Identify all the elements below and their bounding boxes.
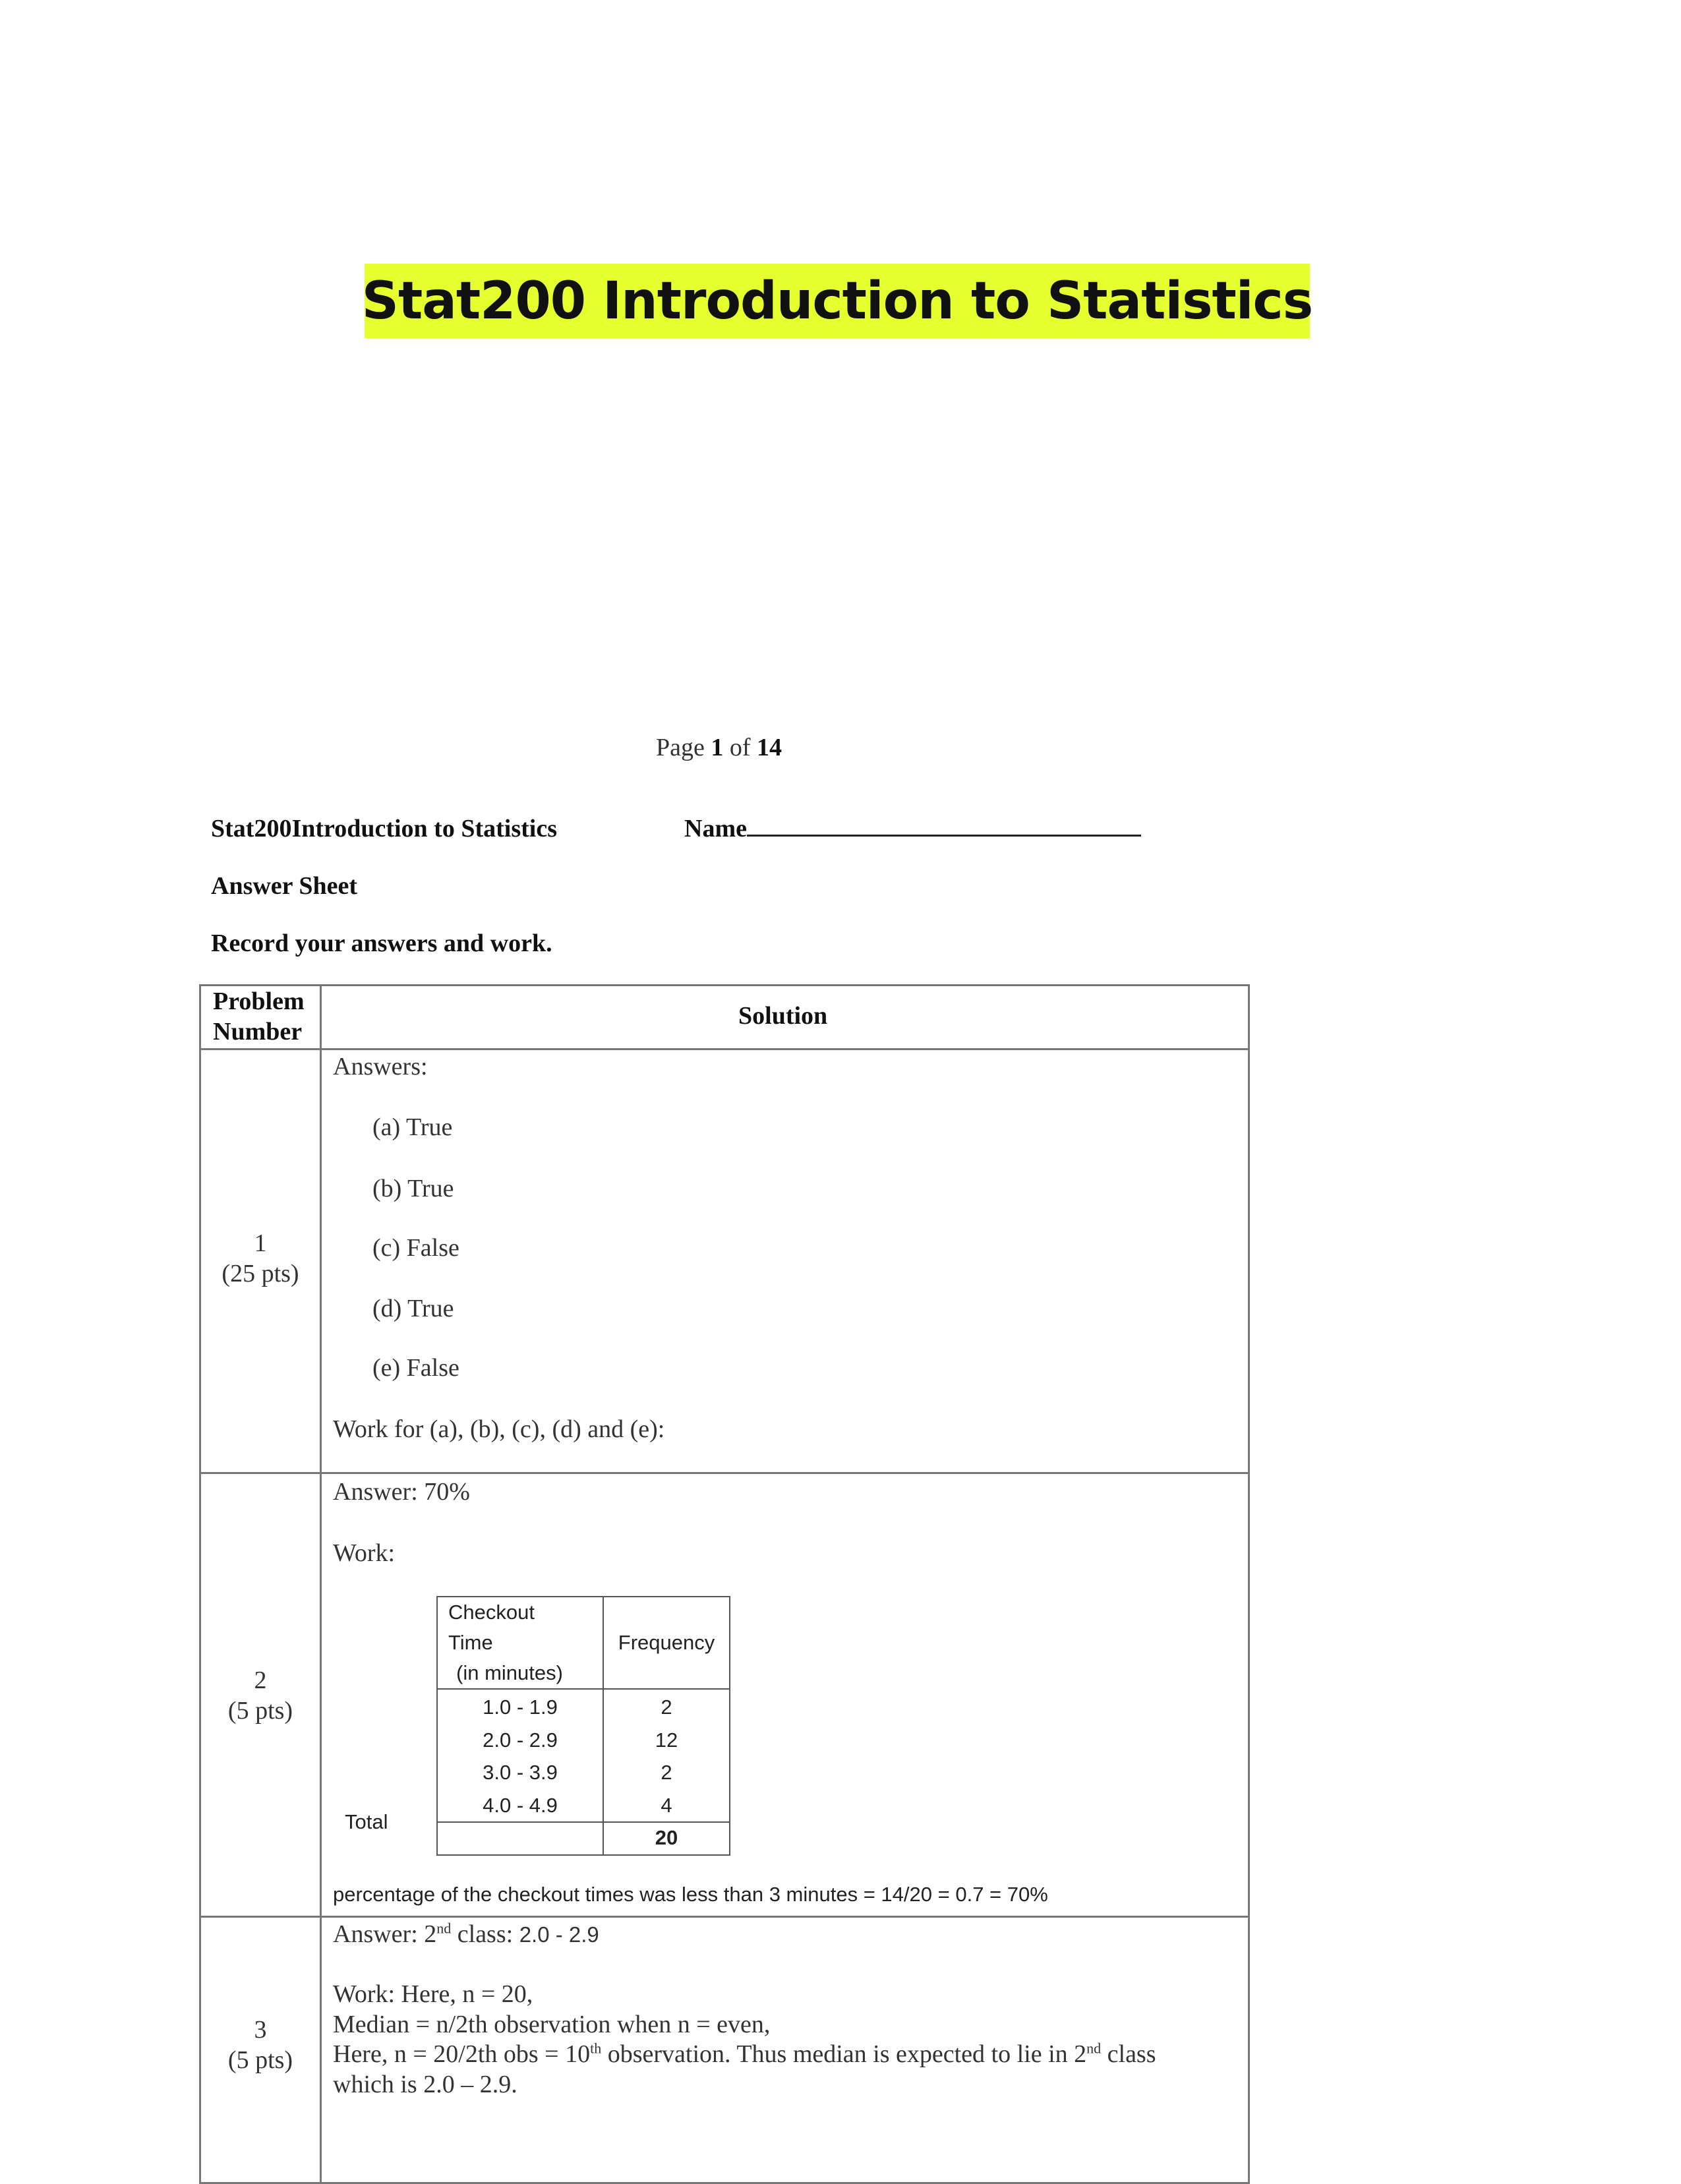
banner-title: Stat200 Introduction to Statistics xyxy=(361,271,1313,331)
problem-3-answer-class: 2.0 - 2.9 xyxy=(519,1922,599,1947)
column-header-solution: Solution xyxy=(738,1002,828,1030)
freq-header-time xyxy=(437,1597,603,1689)
freq-class-1: 1.0 - 1.9 xyxy=(483,1696,558,1719)
problem-2-points: (5 pts) xyxy=(227,1697,293,1725)
problem-1-label xyxy=(201,1228,320,1289)
page-of: of xyxy=(729,734,751,761)
freq-header-frequency: Frequency xyxy=(603,1597,730,1689)
problem-3-points: (5 pts) xyxy=(227,2046,293,2074)
problem-2-work-label: Work: xyxy=(333,1539,396,1567)
instruction: Record your answers and work. xyxy=(211,930,552,957)
problem-1-answer-a: (a) True xyxy=(372,1113,453,1141)
freq-total-value: 20 xyxy=(603,1822,730,1855)
problem-3-work-line3-sup2: nd xyxy=(1086,2040,1102,2057)
problem-3-work-line3-a: Here, n = 20/2th obs = 10 xyxy=(333,2040,591,2068)
freq-value-4: 4 xyxy=(661,1793,672,1817)
course-title: Stat200Introduction to Statistics xyxy=(211,815,557,842)
name-blank-line xyxy=(747,815,1141,837)
problem-1-work: Work for (a), (b), (c), (d) and (e): xyxy=(333,1415,665,1443)
freq-value-3: 2 xyxy=(661,1761,672,1784)
freq-header-time-line1: Checkout xyxy=(448,1601,535,1624)
problem-3-work-line2: Median = n/2th observation when n = even, xyxy=(333,2010,771,2038)
problem-3-work-line3-sup1: th xyxy=(590,2040,602,2057)
freq-class-3: 3.0 - 3.9 xyxy=(483,1761,558,1784)
problem-1-answers-label: Answers: xyxy=(333,1053,428,1080)
problem-3-work xyxy=(333,1980,1156,2100)
freq-total-label: Total xyxy=(345,1810,388,1833)
title-banner xyxy=(361,264,1313,338)
header-problem-line1: Problem xyxy=(213,988,305,1015)
freq-class-4: 4.0 - 4.9 xyxy=(483,1793,558,1817)
answer-table xyxy=(199,984,1250,2184)
problem-3-answer xyxy=(333,1920,599,1949)
problem-3-number: 3 xyxy=(254,2016,267,2044)
column-header-problem xyxy=(213,986,305,1047)
problem-1-answer-b: (b) True xyxy=(372,1175,454,1202)
freq-total-blank xyxy=(437,1822,603,1855)
sheet-title: Answer Sheet xyxy=(211,872,358,900)
freq-value-cell xyxy=(603,1689,730,1822)
column-divider xyxy=(320,986,322,2182)
problem-3-work-line3-b: observation. Thus median is expected to lie in 2 xyxy=(601,2040,1087,2068)
page-prefix: Page xyxy=(656,734,705,761)
problem-3-work-line4: which is 2.0 – 2.9. xyxy=(333,2070,517,2098)
freq-header-time-line2: Time xyxy=(448,1631,493,1654)
problem-2-conclusion: percentage of the checkout times was less than 3 minutes = 14/20 = 0.7 = 70% xyxy=(333,1883,1048,1906)
problem-1-answer-e: (e) False xyxy=(372,1354,459,1382)
freq-value-2: 12 xyxy=(655,1728,678,1752)
freq-header-time-line3: (in minutes) xyxy=(456,1661,563,1684)
problem-1-answer-c: (c) False xyxy=(372,1234,459,1262)
frequency-table xyxy=(436,1596,730,1856)
problem-3-answer-mid: class: xyxy=(451,1920,519,1948)
problem-2-number: 2 xyxy=(254,1667,267,1694)
page-indicator xyxy=(656,733,782,762)
problem-3-work-line3-c: class xyxy=(1101,2040,1156,2068)
row-divider-2 xyxy=(201,1916,1248,1918)
freq-class-2: 2.0 - 2.9 xyxy=(483,1728,558,1752)
problem-3-work-line1: Work: Here, n = 20, xyxy=(333,1980,533,2008)
row-divider-1 xyxy=(201,1472,1248,1474)
problem-1-points: (25 pts) xyxy=(221,1260,299,1287)
problem-2-label xyxy=(201,1665,320,1726)
freq-value-1: 2 xyxy=(661,1696,672,1719)
problem-3-work-line3 xyxy=(333,2040,1156,2070)
page-total: 14 xyxy=(757,734,782,761)
name-field xyxy=(684,814,1141,843)
problem-2-answer: Answer: 70% xyxy=(333,1478,470,1506)
problem-1-answer-d: (d) True xyxy=(372,1295,454,1322)
problem-1-number: 1 xyxy=(254,1229,267,1257)
page-current: 1 xyxy=(711,734,724,761)
problem-3-answer-pre: Answer: 2 xyxy=(333,1920,437,1948)
header-problem-line2: Number xyxy=(213,1018,303,1046)
problem-3-answer-sup: nd xyxy=(436,1920,452,1937)
name-label: Name xyxy=(684,815,747,842)
freq-class-cell xyxy=(437,1689,603,1822)
header-divider xyxy=(201,1048,1248,1050)
problem-3-label xyxy=(201,2015,320,2075)
